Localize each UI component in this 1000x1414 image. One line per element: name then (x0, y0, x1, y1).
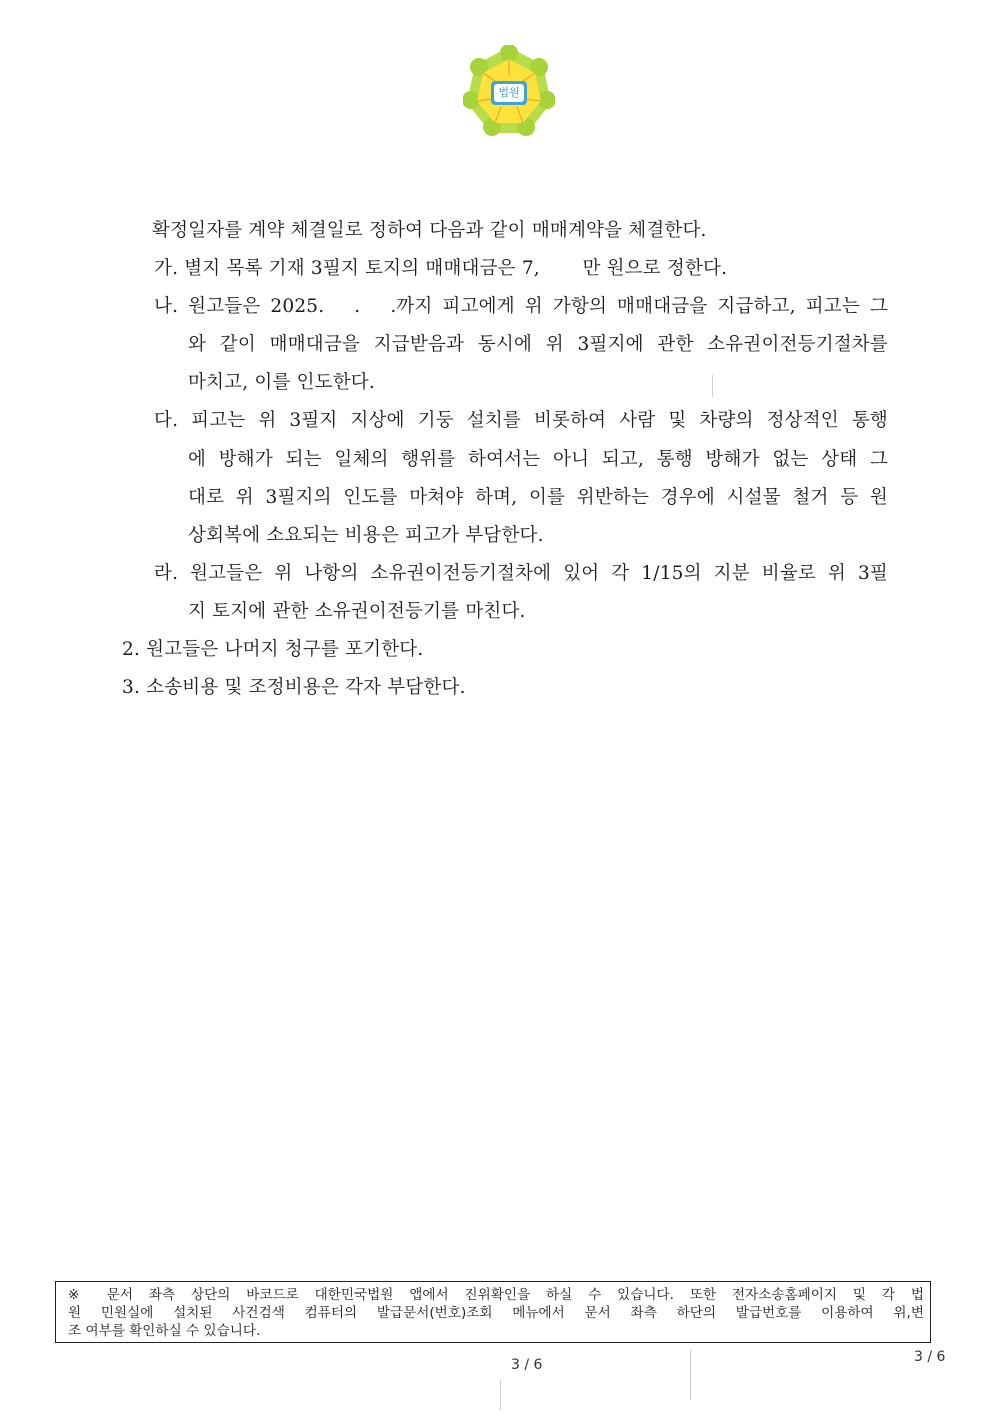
item-na-cont-1: 와 같이 매매대금을 지급받음과 동시에 위 3필지에 관한 소유권이전등기절차를 (188, 334, 888, 355)
verification-notice (55, 1281, 931, 1343)
notice-line-2: 원 민원실에 설치된 사건검색 컴퓨터의 발급문서(번호)조회 메뉴에서 문서 좌측 하단의 발급번호를 이용하여 위,변 (68, 1305, 924, 1321)
page-number-right: 3 / 6 (914, 1349, 946, 1365)
item-na-cont-2: 마치고, 이를 인도한다. (188, 372, 375, 393)
item-ga: 가. 별지 목록 기재 3필지 토지의 매매대금은 7, 만 원으로 정한다. (154, 258, 728, 279)
item-da-cont-1: 에 방해가 되는 일체의 행위를 하여서는 아니 되고, 통행 방해가 없는 상태 그 (188, 449, 888, 470)
item-ra: 라. 원고들은 위 나항의 소유권이전등기절차에 있어 각 1/15의 지분 비율로 위 3필 (154, 563, 888, 584)
notice-line-3: 조 여부를 확인하실 수 있습니다. (68, 1323, 261, 1339)
item-na: 나. 원고들은 2025. . .까지 피고에게 위 가항의 매매대금을 지급하고, 피고는 그 (154, 296, 888, 317)
item-ra-cont: 지 토지에 관한 소유권이전등기를 마친다. (188, 601, 526, 622)
body-line-1: 확정일자를 계약 체결일로 정하여 다음과 같이 매매계약을 체결한다. (152, 220, 707, 241)
notice-line-1: ※ 문서 좌측 상단의 바코드로 대한민국법원 앱에서 진위확인을 하실 수 있습니다. 또한 전자소송홈페이지 및 각 법 (68, 1287, 924, 1303)
page-number-center: 3 / 6 (511, 1357, 543, 1373)
item-da: 다. 피고는 위 3필지 지상에 기둥 설치를 비롯하여 사람 및 차량의 정상적인 통행 (154, 410, 888, 431)
scan-artifact (690, 1350, 691, 1400)
clause-2: 2. 원고들은 나머지 청구를 포기한다. (122, 639, 424, 660)
scan-artifact (500, 1380, 501, 1410)
emblem-label: 법원 (498, 86, 520, 99)
item-da-cont-2: 대로 위 3필지의 인도를 마쳐야 하며, 이를 위반하는 경우에 시설물 철거 등 원 (188, 487, 888, 508)
item-da-cont-3: 상회복에 소요되는 비용은 피고가 부담한다. (188, 525, 544, 546)
clause-3: 3. 소송비용 및 조정비용은 각자 부담한다. (122, 677, 466, 698)
scan-artifact (712, 375, 713, 397)
